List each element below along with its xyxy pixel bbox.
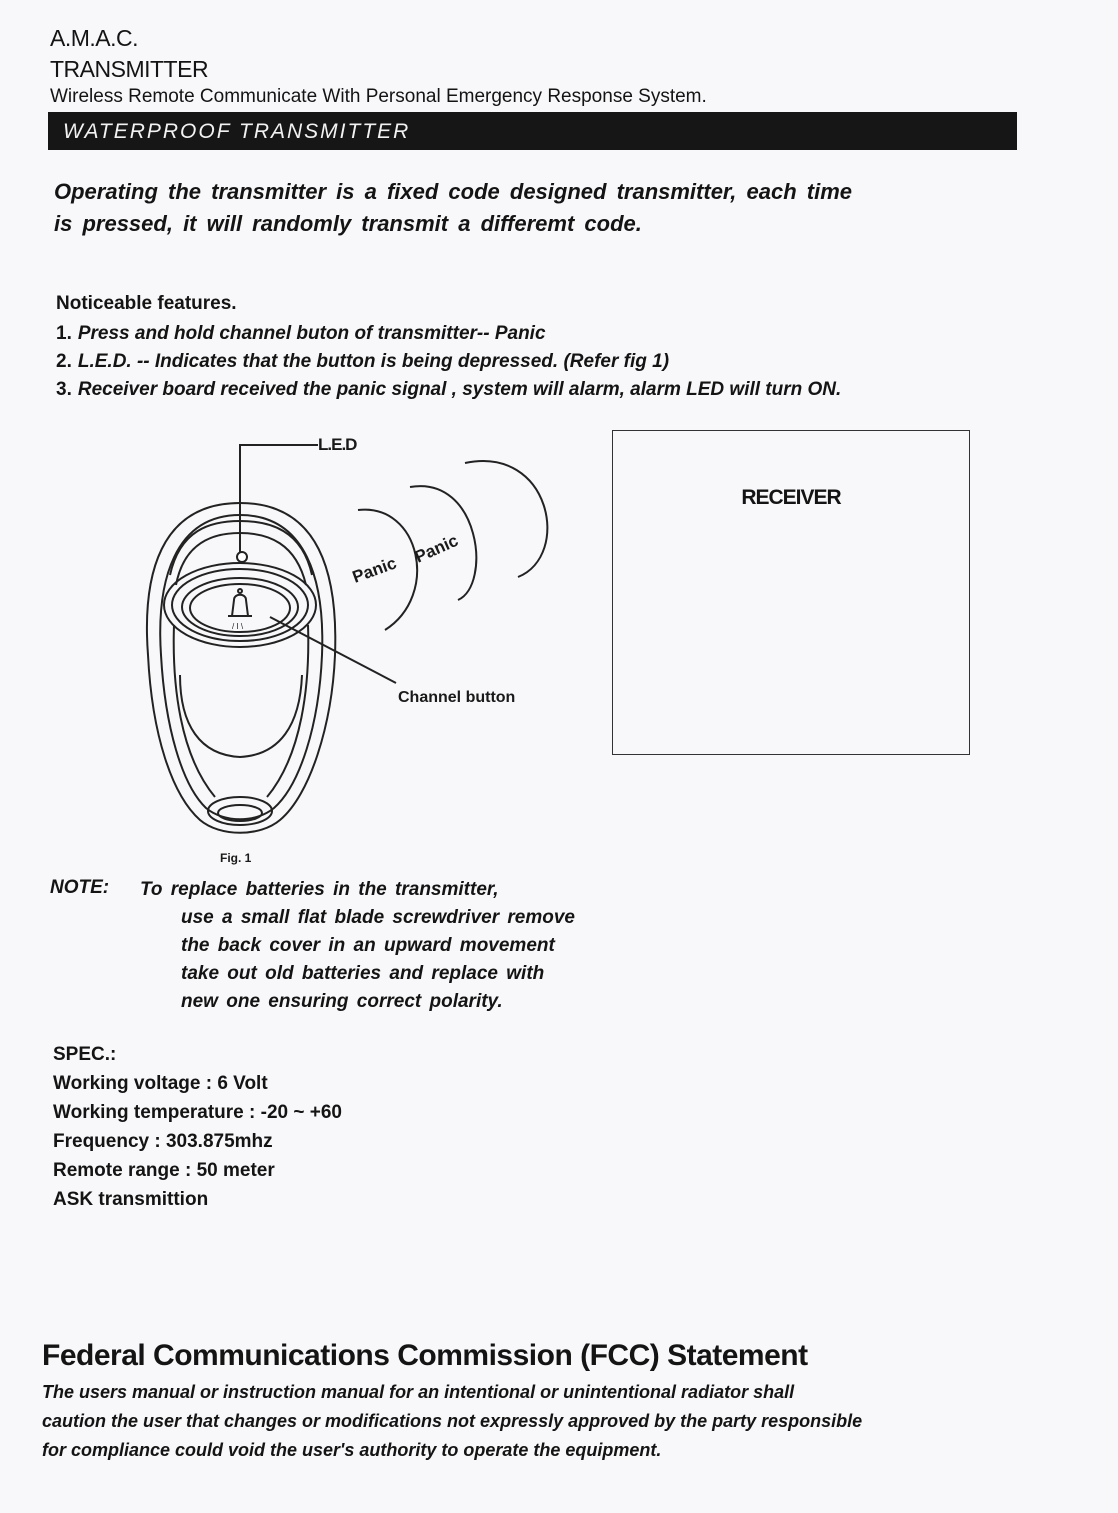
- feature-number: 2.: [56, 351, 72, 372]
- spec-range: Remote range : 50 meter: [53, 1160, 275, 1181]
- intro-line: Operating the transmitter is a fixed code designed transmitter, each time: [54, 179, 852, 204]
- note-line: the back cover in an upward movement: [181, 935, 555, 956]
- feature-text: Receiver board received the panic signal , system will alarm, alarm LED will turn ON.: [77, 379, 842, 400]
- fcc-line: for compliance could void the user's authority to operate the equipment.: [42, 1440, 662, 1460]
- feature-item: [56, 322, 546, 346]
- note-line: take out old batteries and replace with: [181, 963, 545, 984]
- transmitter-figure: [120, 425, 580, 880]
- receiver-box: [612, 430, 970, 755]
- spec-frequency: Frequency : 303.875mhz: [53, 1131, 273, 1152]
- note-line: use a small flat blade screwdriver remove: [181, 907, 575, 928]
- fcc-line: The users manual or instruction manual for an intentional or unintentional radiator shall: [42, 1382, 795, 1402]
- signal-label: Panic: [349, 553, 399, 587]
- spec-section: [53, 1040, 342, 1214]
- transmitter-illustration: [120, 425, 580, 875]
- intro-paragraph: [54, 176, 1014, 240]
- note-line: new one ensuring correct polarity.: [181, 991, 503, 1012]
- fcc-statement: [42, 1378, 1112, 1465]
- feature-item: [56, 378, 841, 402]
- signal-label: Panic: [411, 530, 462, 567]
- spec-voltage: Working voltage : 6 Volt: [53, 1073, 268, 1094]
- fcc-line: caution the user that changes or modifications not expressly approved by the party responsible: [42, 1411, 863, 1431]
- note-line: To replace batteries in the transmitter,: [140, 879, 499, 900]
- led-indicator: [237, 552, 247, 562]
- note-label: NOTE:: [50, 877, 110, 898]
- fcc-title: Federal Communications Commission (FCC) Statement: [42, 1339, 808, 1372]
- feature-number: 3.: [56, 379, 72, 400]
- spec-temperature: Working temperature : -20 ~ +60: [53, 1102, 342, 1123]
- channel-button-label: Channel button: [398, 689, 516, 706]
- features-title: Noticeable features.: [56, 293, 237, 314]
- feature-text: Press and hold channel buton of transmitter-- Panic: [77, 323, 546, 344]
- section-banner: [48, 112, 1017, 150]
- spec-transmission: ASK transmittion: [53, 1189, 209, 1210]
- feature-number: 1.: [56, 323, 72, 344]
- brand-name: A.M.A.C.: [50, 25, 139, 51]
- bell-icon: [232, 595, 248, 616]
- tagline: Wireless Remote Communicate With Personal Emergency Response System.: [50, 86, 707, 107]
- feature-item: [56, 350, 669, 374]
- intro-line: is pressed, it will randomly transmit a differemt code.: [54, 211, 642, 236]
- feature-text: L.E.D. -- Indicates that the button is being depressed. (Refer fig 1): [77, 351, 670, 372]
- spec-title: SPEC.:: [53, 1044, 117, 1065]
- product-name: TRANSMITTER: [50, 56, 209, 82]
- banner-title: WATERPROOF TRANSMITTER: [63, 120, 411, 143]
- svg-text:/ I \: / I \: [232, 622, 244, 631]
- led-callout-line: [240, 445, 318, 552]
- note-body: [140, 876, 575, 1016]
- led-label: L.E.D: [318, 435, 357, 454]
- figure-caption: Fig. 1: [220, 851, 252, 865]
- receiver-label: RECEIVER: [741, 486, 841, 509]
